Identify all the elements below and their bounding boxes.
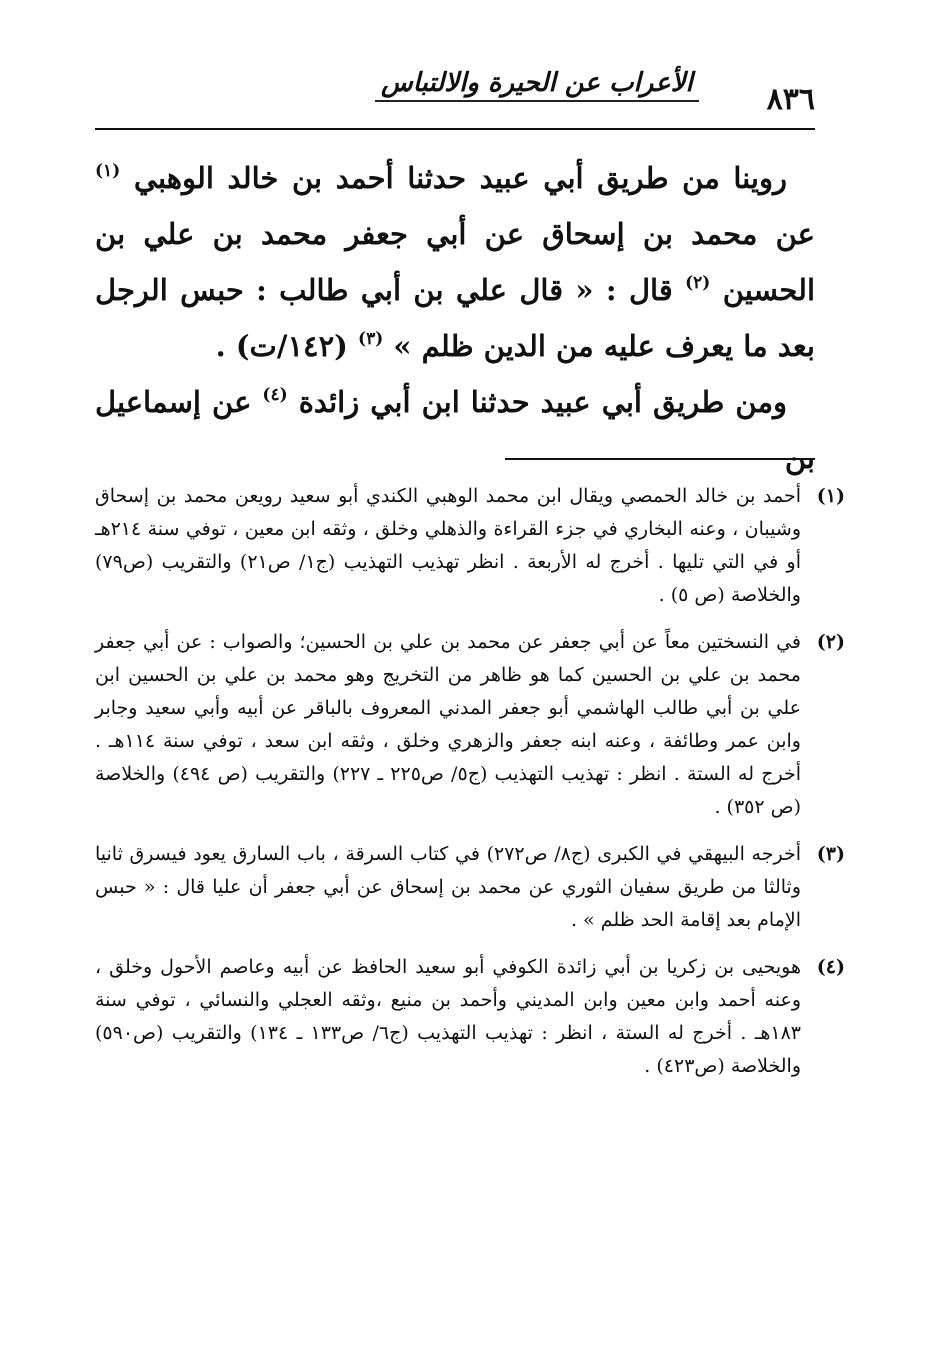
footnote-ref: (٣) [358,329,384,349]
footnote-text: أخرجه البيهقي في الكبرى (ج٨/ ص٢٧٢) في كتاب السرقة ، باب السارق يعود فيسرق ثانيا وثالثا من طريق سفيان الثوري عن محمد بن إسحاق عن أبي جعفر أن عليا قال : « حبس الإمام بعد إقامة الحد ظلم » . [95,843,801,931]
footnote-number: (٢) [816,631,845,653]
main-text [95,150,815,486]
main-paragraph-1 [95,150,815,374]
footnotes [95,480,845,1097]
running-title: الأعراب عن الحيرة والالتباس [375,68,699,102]
footnote-text: هويحيى بن زكريا بن أبي زائدة الكوفي أبو سعيد الحافظ عن أبيه وعاصم الأحول وخلق ، وعنه أحمد وابن معين وابن المديني وأحمد بن منيع ،وثقه العجلي والنسائي ، توفي سنة ١٨٣هـ . أخرج له الستة ، انظر : تهذيب التهذيب (ج٦/ ص١٣٣ ـ ١٣٤) والتقريب (ص٥٩٠) والخلاصة (ص٤٢٣) . [95,956,801,1077]
main-text-segment: (١٤٢/ت) . [215,329,348,363]
footnote-separator [505,458,815,460]
main-text-segment: قال : « قال علي بن أبي طالب : حبس الرجل بعد ما يعرف عليه من الدين ظلم » [95,273,815,363]
footnote-ref: (١) [95,161,121,181]
footnote-2 [95,626,845,824]
header-rule [95,128,815,130]
main-text-segment: ومن طريق أبي عبيد حدثنا ابن أبي زائدة [298,385,787,419]
footnote-text: أحمد بن خالد الحمصي ويقال ابن محمد الوهبي الكندي أبو سعيد رويعن محمد بن إسحاق وشيبان ، وعنه البخاري في جزء القراءة والذهلي وخلق ، وثقه ابن معين ، توفي سنة ٢١٤هـ أو في التي تليها . أخرج له الأربعة . انظر تهذيب التهذيب (ج١/ ص٢١) والتقريب (ص٧٩) والخلاصة (ص ٥) . [95,485,801,606]
main-paragraph-2 [95,374,815,486]
footnote-number: (١) [816,485,845,507]
footnote-ref: (٤) [262,385,288,405]
page-header [95,62,815,132]
footnote-1 [95,480,845,612]
footnote-ref: (٢) [685,273,711,293]
footnote-number: (٣) [816,843,845,865]
main-text-segment: عن إسماعيل بن [95,385,815,475]
page-number: ٨٣٦ [766,82,815,117]
main-text-segment: روينا من طريق أبي عبيد حدثنا أحمد بن خالد الوهبي [133,161,787,195]
footnote-3 [95,838,845,937]
footnote-text: في النسختين معاً عن أبي جعفر عن محمد بن علي بن الحسين؛ والصواب : عن أبي جعفر محمد بن علي بن الحسين كما هو ظاهر من التخريج وهو محمد بن علي بن الحسين ابن علي بن أبي طالب الهاشمي أبو جعفر المدني المعروف بالباقر عن أبيه وأبي سعيد وجابر وابن عمر وطائفة ، وعنه ابنه جعفر والزهري وخلق ، وثقه ابن سعد ، توفي سنة ١١٤هـ . أخرج له الستة . انظر : تهذيب التهذيب (ج٥/ ص٢٢٥ ـ ٢٢٧) والتقريب (ص ٤٩٤) والخلاصة (ص ٣٥٢) . [95,631,801,818]
main-text-segment: عن محمد بن إسحاق عن أبي جعفر محمد بن علي بن الحسين [95,217,815,307]
footnote-4 [95,951,845,1083]
footnote-number: (٤) [816,956,845,978]
